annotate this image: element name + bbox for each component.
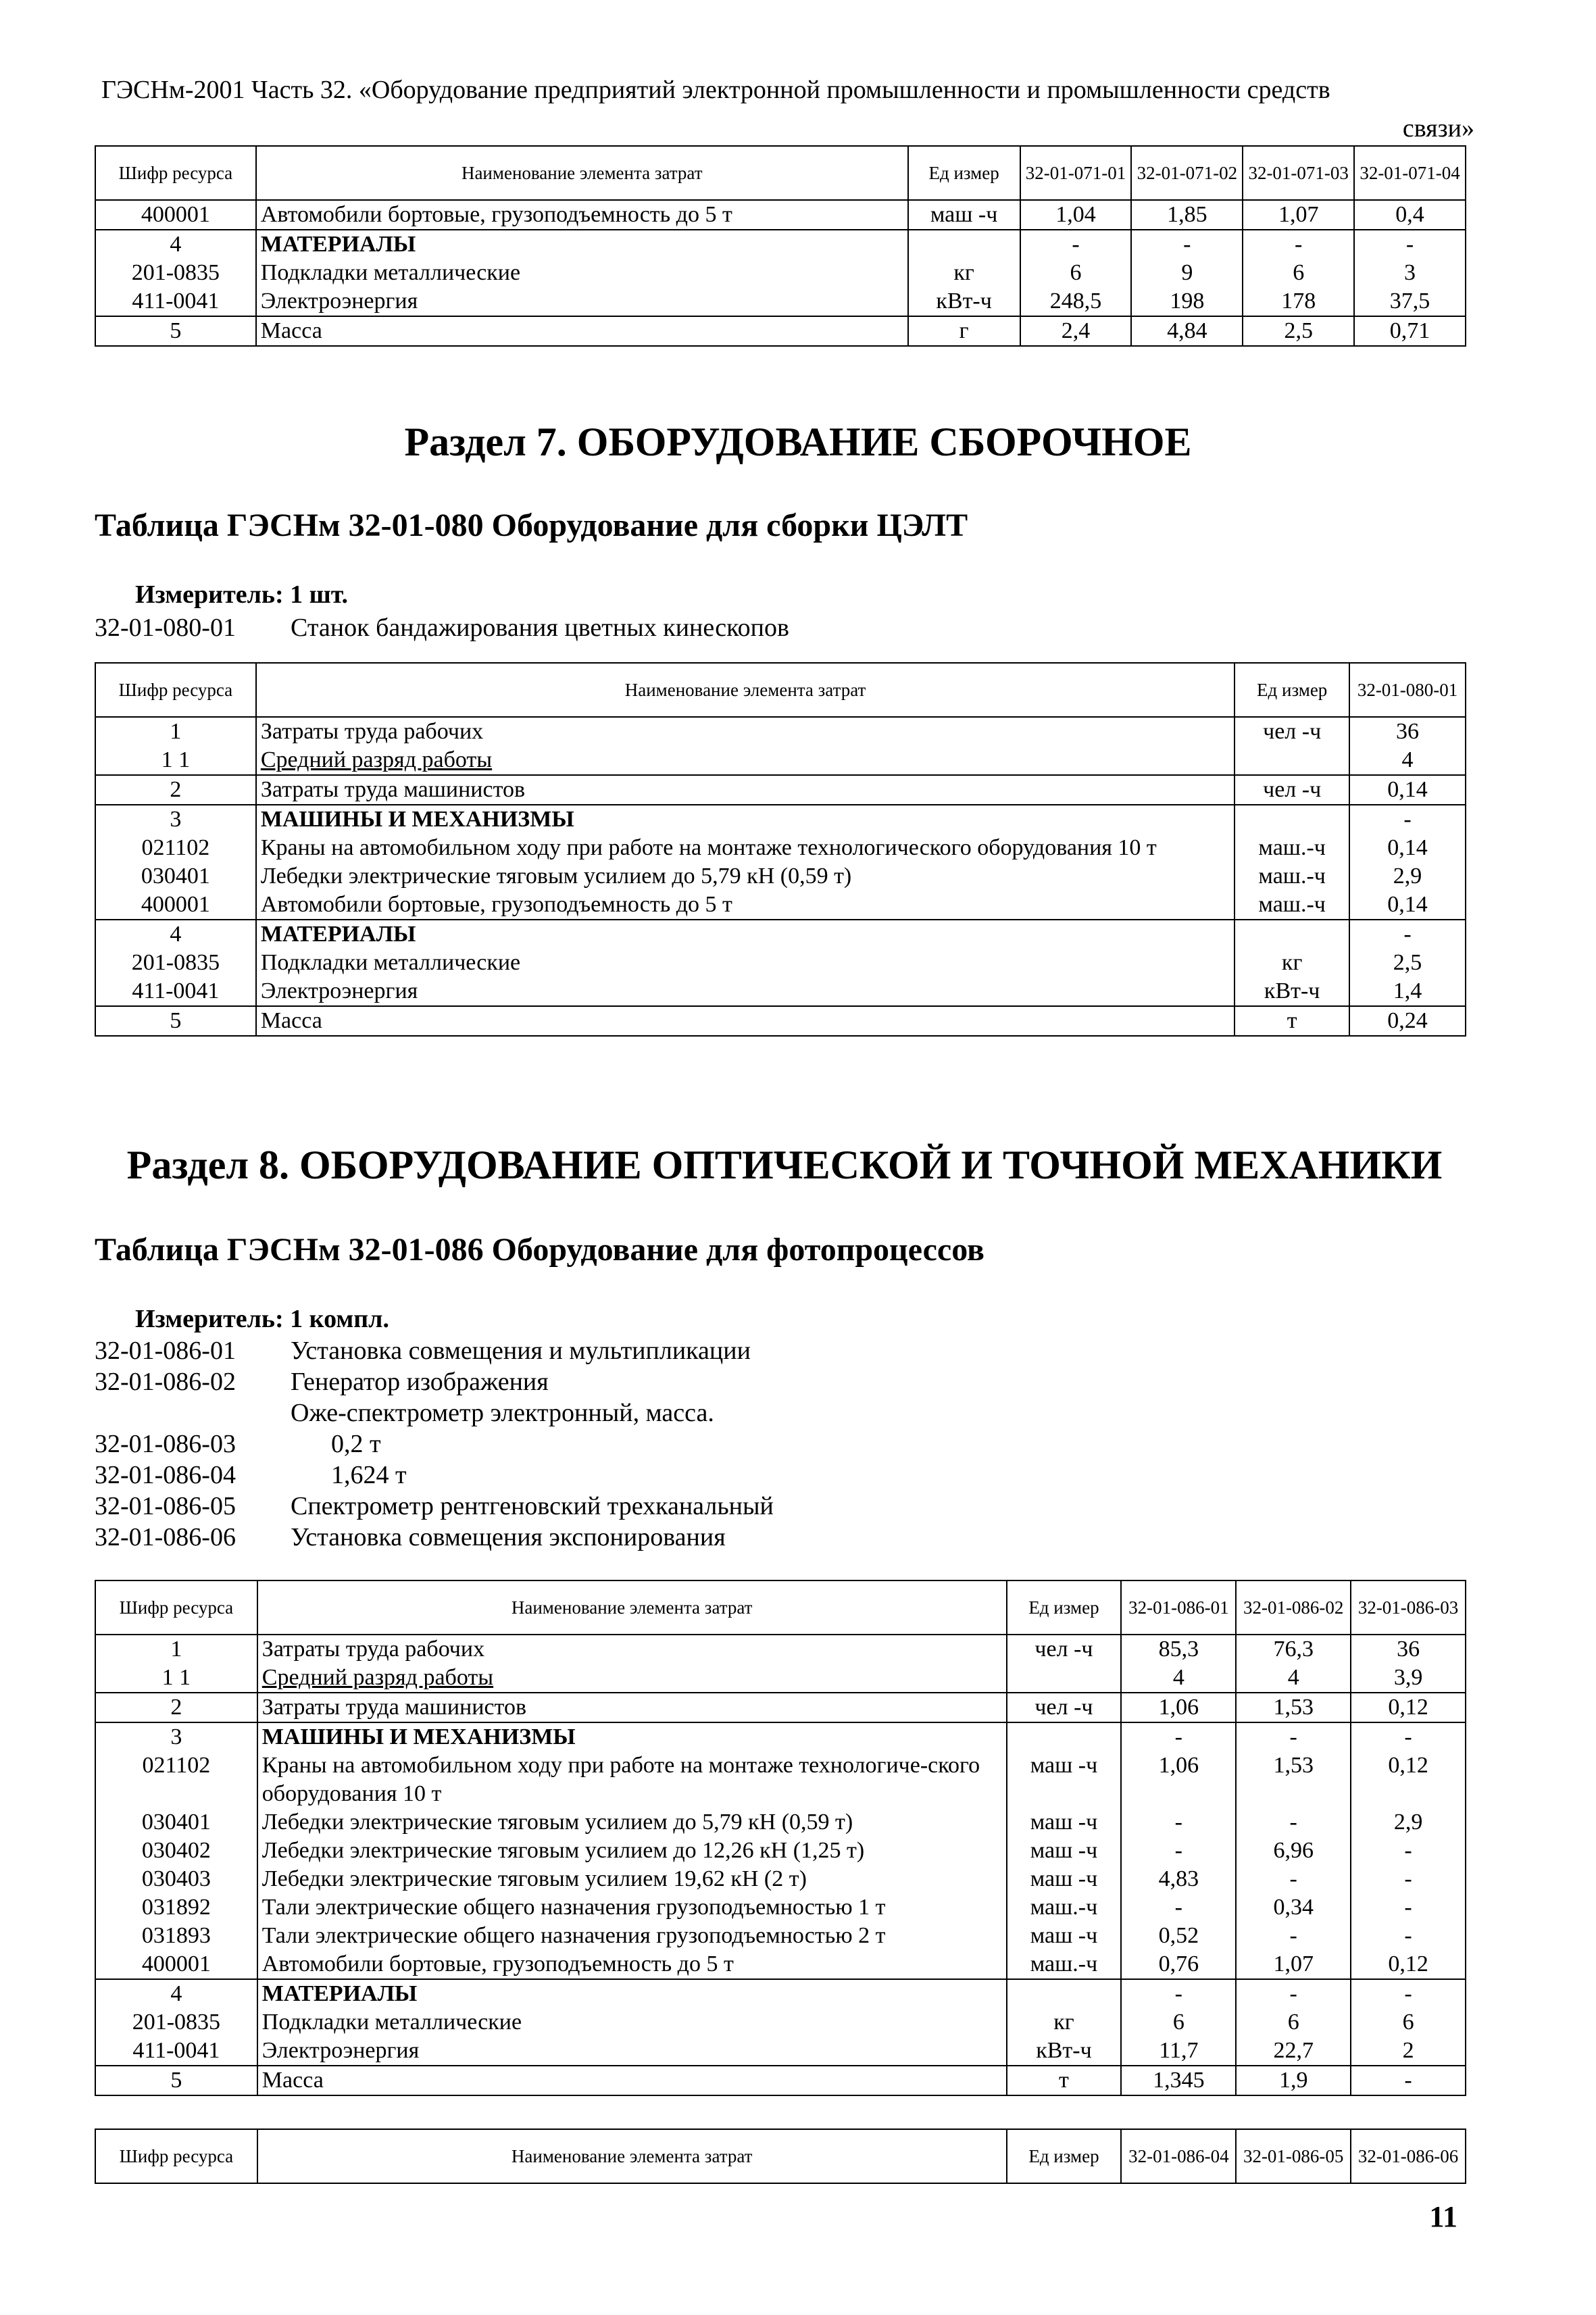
table-row	[95, 287, 1466, 316]
col-header: 32-01-080-01	[1349, 663, 1466, 717]
cell-value: -	[1351, 1893, 1466, 1922]
cell-unit: маш.-ч	[1007, 1950, 1122, 1979]
cell-name: Лебедки электрические тяговым усилием до 5,79 кН (0,59 т)	[256, 862, 1235, 891]
cell-name: МАТЕРИАЛЫ	[256, 920, 1235, 949]
cell-name: Масса	[257, 2066, 1007, 2095]
cell-name: Затраты труда машинистов	[256, 775, 1235, 805]
measure-label: Измеритель:	[135, 580, 284, 609]
cell-value: 6	[1121, 2008, 1236, 2037]
cell-name: Краны на автомобильном ходу при работе на монтаже технологического оборудования 10 т	[256, 834, 1235, 862]
table-row	[95, 891, 1466, 920]
cell-value: 4,84	[1131, 316, 1243, 346]
table-row	[95, 1664, 1466, 1693]
table-row	[95, 977, 1466, 1006]
table-row	[95, 862, 1466, 891]
item-text: Генератор изображения	[291, 1368, 549, 1396]
table-row	[95, 1635, 1466, 1664]
cell-unit: кг	[908, 259, 1020, 287]
col-code-header: Шифр ресурса	[95, 1580, 257, 1635]
cell-value: 4,83	[1121, 1865, 1236, 1893]
cell-value: 6	[1020, 259, 1132, 287]
item-text: Установка совмещения и мультипликации	[291, 1337, 751, 1365]
cell-unit: маш -ч	[1007, 1865, 1122, 1893]
cell-code: 4	[95, 920, 256, 949]
col-code-header: Шифр ресурса	[95, 663, 256, 717]
table-row	[95, 717, 1466, 746]
cell-name: Лебедки электрические тяговым усилием до 5,79 кН (0,59 т)	[257, 1808, 1007, 1837]
table-row	[95, 1751, 1466, 1808]
col-header: 32-01-071-02	[1131, 146, 1243, 200]
col-header: 32-01-086-02	[1236, 1580, 1351, 1635]
cell-value: 0,14	[1349, 834, 1466, 862]
measure-line	[135, 580, 348, 609]
col-code-header: Шифр ресурса	[95, 2129, 257, 2183]
table-086-continued	[95, 2129, 1466, 2184]
cell-value: 1,9	[1236, 2066, 1351, 2095]
cell-value: 0,52	[1121, 1922, 1236, 1950]
cell-code: 1 1	[95, 1664, 257, 1693]
cell-value: 0,71	[1354, 316, 1466, 346]
cell-name: Затраты труда рабочих	[257, 1635, 1007, 1664]
cell-code: 201-0835	[95, 949, 256, 977]
cell-code: 201-0835	[95, 2008, 257, 2037]
col-unit-header: Ед измер	[1007, 1580, 1122, 1635]
cell-code: 2	[95, 1693, 257, 1722]
cell-value: 6	[1243, 259, 1354, 287]
cell-value: 1,4	[1349, 977, 1466, 1006]
cell-code: 031893	[95, 1922, 257, 1950]
cell-value: 1,345	[1121, 2066, 1236, 2095]
cell-name: МАШИНЫ И МЕХАНИЗМЫ	[256, 805, 1235, 834]
item-line	[95, 1428, 381, 1460]
page-number: 11	[1429, 2200, 1457, 2233]
item-code: 32-01-086-06	[95, 1523, 236, 1551]
table-row	[95, 920, 1466, 949]
cell-unit: маш -ч	[1007, 1751, 1122, 1808]
col-header: 32-01-071-01	[1020, 146, 1132, 200]
table-row	[95, 1979, 1466, 2008]
cell-value: -	[1121, 1979, 1236, 2008]
cell-code: 021102	[95, 1751, 257, 1808]
table-row	[95, 1837, 1466, 1865]
item-line	[95, 1335, 751, 1366]
item-text: Оже-спектрометр электронный, масса.	[291, 1399, 714, 1427]
item-line	[95, 1397, 714, 1428]
col-header: 32-01-071-03	[1243, 146, 1354, 200]
cell-unit: т	[1235, 1006, 1349, 1036]
cell-value: 0,14	[1349, 891, 1466, 920]
cell-value: -	[1243, 230, 1354, 259]
item-code: 32-01-086-01	[95, 1337, 236, 1365]
table-86-title: Таблица ГЭСНм 32-01-086 Оборудование для фотопроцессов	[95, 1232, 984, 1268]
table-row	[95, 949, 1466, 977]
cell-value: 3	[1354, 259, 1466, 287]
running-header-end: связи»	[1402, 114, 1474, 143]
measure-label: Измеритель:	[135, 1305, 284, 1333]
item-text: 1,624 т	[331, 1461, 407, 1489]
cell-unit: маш -ч	[908, 200, 1020, 230]
cell-value: 198	[1131, 287, 1243, 316]
cell-name: Тали электрические общего назначения грузоподъемностью 2 т	[257, 1922, 1007, 1950]
cell-unit	[1007, 1979, 1122, 2008]
cell-unit	[1235, 805, 1349, 834]
cell-value: -	[1236, 1922, 1351, 1950]
cell-name: Затраты труда машинистов	[257, 1693, 1007, 1722]
cell-value: 2,9	[1349, 862, 1466, 891]
cell-unit: кг	[1007, 2008, 1122, 2037]
cell-value: 1,07	[1236, 1950, 1351, 1979]
cell-unit: маш.-ч	[1235, 862, 1349, 891]
col-name-header: Наименование элемента затрат	[257, 1580, 1007, 1635]
cell-value: -	[1351, 1722, 1466, 1751]
item-line	[95, 1460, 407, 1491]
cell-code: 1	[95, 717, 256, 746]
table-row	[95, 1722, 1466, 1751]
cell-value: 6	[1351, 2008, 1466, 2037]
cell-value: 1,07	[1243, 200, 1354, 230]
item-line	[95, 1522, 726, 1553]
cell-value: -	[1349, 920, 1466, 949]
cell-name: Автомобили бортовые, грузоподъемность до 5 т	[256, 891, 1235, 920]
cell-value: 1,85	[1131, 200, 1243, 230]
cell-value: 4	[1236, 1664, 1351, 1693]
cell-value: 85,3	[1121, 1635, 1236, 1664]
cell-value: 1,04	[1020, 200, 1132, 230]
col-code-header: Шифр ресурса	[95, 146, 256, 200]
cell-value: 11,7	[1121, 2037, 1236, 2066]
cell-unit: чел -ч	[1007, 1693, 1122, 1722]
cell-value: -	[1121, 1808, 1236, 1837]
cell-value: 248,5	[1020, 287, 1132, 316]
col-unit-header: Ед измер	[908, 146, 1020, 200]
cell-code: 5	[95, 2066, 257, 2095]
table-row	[95, 805, 1466, 834]
table-row	[95, 1893, 1466, 1922]
col-header: 32-01-086-04	[1121, 2129, 1236, 2183]
cell-value: 6,96	[1236, 1837, 1351, 1865]
cell-value: 1,53	[1236, 1751, 1351, 1808]
cell-value: 2,9	[1351, 1808, 1466, 1837]
item-code: 32-01-086-04	[95, 1461, 236, 1489]
cell-value: -	[1351, 2066, 1466, 2095]
cell-value: 36	[1349, 717, 1466, 746]
cell-value: 2,4	[1020, 316, 1132, 346]
cell-name: Лебедки электрические тяговым усилием 19,62 кН (2 т)	[257, 1865, 1007, 1893]
table-row	[95, 2037, 1466, 2066]
running-header: ГЭСНм-2001 Часть 32. «Оборудование предприятий электронной промышленности и промышленности средств	[101, 76, 1330, 104]
cell-code: 031892	[95, 1893, 257, 1922]
cell-value: 0,12	[1351, 1693, 1466, 1722]
cell-unit	[908, 230, 1020, 259]
cell-code: 411-0041	[95, 977, 256, 1006]
table-row	[95, 2008, 1466, 2037]
cell-code: 400001	[95, 1950, 257, 1979]
cell-value: 0,76	[1121, 1950, 1236, 1979]
table-row	[95, 200, 1466, 230]
item-line	[95, 612, 789, 643]
cell-code: 201-0835	[95, 259, 256, 287]
cell-unit: маш -ч	[1007, 1808, 1122, 1837]
table-086	[95, 1580, 1466, 2096]
cell-value: 76,3	[1236, 1635, 1351, 1664]
cell-unit: т	[1007, 2066, 1122, 2095]
cell-unit: кВт-ч	[1235, 977, 1349, 1006]
cell-value: 22,7	[1236, 2037, 1351, 2066]
cell-unit	[1007, 1722, 1122, 1751]
cell-value: -	[1121, 1893, 1236, 1922]
cell-name: Автомобили бортовые, грузоподъемность до 5 т	[256, 200, 908, 230]
cell-value: 2	[1351, 2037, 1466, 2066]
col-name-header: Наименование элемента затрат	[256, 663, 1235, 717]
cell-value: 3,9	[1351, 1664, 1466, 1693]
cell-value: 6	[1236, 2008, 1351, 2037]
cell-value: 9	[1131, 259, 1243, 287]
cell-value: -	[1020, 230, 1132, 259]
table-row	[95, 230, 1466, 259]
cell-code: 400001	[95, 891, 256, 920]
table-071	[95, 145, 1466, 347]
cell-value: 178	[1243, 287, 1354, 316]
col-name-header: Наименование элемента затрат	[257, 2129, 1007, 2183]
item-text: Спектрометр рентгеновский трехканальный	[291, 1492, 774, 1520]
cell-unit: маш.-ч	[1007, 1893, 1122, 1922]
cell-name: Масса	[256, 316, 908, 346]
table-row	[95, 1693, 1466, 1722]
table-80-title: Таблица ГЭСНм 32-01-080 Оборудование для сборки ЦЭЛТ	[95, 507, 968, 543]
cell-unit: кг	[1235, 949, 1349, 977]
table-row	[95, 834, 1466, 862]
cell-value: -	[1351, 1979, 1466, 2008]
cell-code: 411-0041	[95, 2037, 257, 2066]
table-row	[95, 1865, 1466, 1893]
cell-value: -	[1236, 1979, 1351, 2008]
cell-value: 36	[1351, 1635, 1466, 1664]
table-row	[95, 1006, 1466, 1036]
cell-code: 5	[95, 1006, 256, 1036]
cell-value: 1,06	[1121, 1693, 1236, 1722]
item-line	[95, 1491, 774, 1522]
cell-code: 030401	[95, 1808, 257, 1837]
table-row	[95, 1808, 1466, 1837]
cell-code: 4	[95, 1979, 257, 2008]
cell-name: Электроэнергия	[256, 287, 908, 316]
col-header: 32-01-071-04	[1354, 146, 1466, 200]
col-header: 32-01-086-06	[1351, 2129, 1466, 2183]
cell-value: 4	[1121, 1664, 1236, 1693]
cell-name: Электроэнергия	[257, 2037, 1007, 2066]
item-text: 0,2 т	[331, 1430, 381, 1458]
cell-value: -	[1351, 1865, 1466, 1893]
cell-unit	[1007, 1664, 1122, 1693]
cell-value: 2,5	[1243, 316, 1354, 346]
cell-name: Электроэнергия	[256, 977, 1235, 1006]
cell-value: 1,06	[1121, 1751, 1236, 1808]
cell-name: Тали электрические общего назначения грузоподъемностью 1 т	[257, 1893, 1007, 1922]
cell-name: Лебедки электрические тяговым усилием до 12,26 кН (1,25 т)	[257, 1837, 1007, 1865]
measure-value: 1 шт.	[290, 580, 349, 609]
cell-unit: маш.-ч	[1235, 834, 1349, 862]
cell-unit: чел -ч	[1007, 1635, 1122, 1664]
col-header: 32-01-086-05	[1236, 2129, 1351, 2183]
cell-code: 030401	[95, 862, 256, 891]
item-code: 32-01-080-01	[95, 614, 236, 642]
cell-value: 0,14	[1349, 775, 1466, 805]
cell-code: 5	[95, 316, 256, 346]
cell-name: Средний разряд работы	[257, 1664, 1007, 1693]
cell-value: -	[1351, 1837, 1466, 1865]
cell-value: 4	[1349, 746, 1466, 775]
table-row	[95, 2066, 1466, 2095]
cell-name: Подкладки металлические	[256, 259, 908, 287]
col-header: 32-01-086-01	[1121, 1580, 1236, 1635]
item-text: Установка совмещения экспонирования	[291, 1523, 726, 1551]
cell-code: 030403	[95, 1865, 257, 1893]
table-080	[95, 662, 1466, 1037]
cell-unit: кВт-ч	[908, 287, 1020, 316]
col-unit-header: Ед измер	[1007, 2129, 1122, 2183]
cell-unit: маш -ч	[1007, 1837, 1122, 1865]
item-code: 32-01-086-02	[95, 1368, 236, 1396]
cell-code: 1 1	[95, 746, 256, 775]
table-row	[95, 746, 1466, 775]
cell-code: 4	[95, 230, 256, 259]
table-row	[95, 1950, 1466, 1979]
cell-value: -	[1351, 1922, 1466, 1950]
cell-value: 0,12	[1351, 1751, 1466, 1808]
item-code: 32-01-086-03	[95, 1430, 236, 1458]
cell-value: 2,5	[1349, 949, 1466, 977]
cell-name: Затраты труда рабочих	[256, 717, 1235, 746]
cell-value: 0,4	[1354, 200, 1466, 230]
table-row	[95, 316, 1466, 346]
cell-value: -	[1121, 1722, 1236, 1751]
col-name-header: Наименование элемента затрат	[256, 146, 908, 200]
cell-name: Краны на автомобильном ходу при работе на монтаже технологиче-ского оборудования 10 т	[257, 1751, 1007, 1808]
cell-unit: маш.-ч	[1235, 891, 1349, 920]
cell-code: 3	[95, 1722, 257, 1751]
item-code: 32-01-086-05	[95, 1492, 236, 1520]
cell-name: Автомобили бортовые, грузоподъемность до 5 т	[257, 1950, 1007, 1979]
cell-code: 021102	[95, 834, 256, 862]
cell-value: -	[1236, 1722, 1351, 1751]
table-row	[95, 775, 1466, 805]
col-header: 32-01-086-03	[1351, 1580, 1466, 1635]
cell-name: МАТЕРИАЛЫ	[256, 230, 908, 259]
cell-name: Подкладки металлические	[257, 2008, 1007, 2037]
cell-value: -	[1131, 230, 1243, 259]
cell-code: 3	[95, 805, 256, 834]
cell-value: -	[1354, 230, 1466, 259]
cell-code: 1	[95, 1635, 257, 1664]
measure-line	[135, 1304, 389, 1334]
cell-unit: г	[908, 316, 1020, 346]
col-unit-header: Ед измер	[1235, 663, 1349, 717]
cell-value: -	[1236, 1808, 1351, 1837]
cell-name: Масса	[256, 1006, 1235, 1036]
cell-value: -	[1236, 1865, 1351, 1893]
item-text: Станок бандажирования цветных кинескопов	[291, 614, 789, 642]
cell-value: 0,24	[1349, 1006, 1466, 1036]
cell-unit: маш -ч	[1007, 1922, 1122, 1950]
cell-code: 2	[95, 775, 256, 805]
cell-value: 0,34	[1236, 1893, 1351, 1922]
cell-unit: чел -ч	[1235, 775, 1349, 805]
cell-code: 400001	[95, 200, 256, 230]
cell-value: 1,53	[1236, 1693, 1351, 1722]
cell-unit: чел -ч	[1235, 717, 1349, 746]
cell-value: 37,5	[1354, 287, 1466, 316]
cell-value: -	[1349, 805, 1466, 834]
cell-value: 0,12	[1351, 1950, 1466, 1979]
cell-code: 030402	[95, 1837, 257, 1865]
cell-name: МАШИНЫ И МЕХАНИЗМЫ	[257, 1722, 1007, 1751]
cell-value: -	[1121, 1837, 1236, 1865]
table-row	[95, 259, 1466, 287]
measure-value: 1 компл.	[290, 1305, 389, 1333]
table-row	[95, 1922, 1466, 1950]
cell-code: 411-0041	[95, 287, 256, 316]
section-8-title: Раздел 8. ОБОРУДОВАНИЕ ОПТИЧЕСКОЙ И ТОЧНОЙ МЕХАНИКИ	[126, 1143, 1443, 1187]
cell-unit: кВт-ч	[1007, 2037, 1122, 2066]
cell-name: МАТЕРИАЛЫ	[257, 1979, 1007, 2008]
cell-unit	[1235, 746, 1349, 775]
cell-name: Средний разряд работы	[256, 746, 1235, 775]
section-7-title: Раздел 7. ОБОРУДОВАНИЕ СБОРОЧНОЕ	[404, 420, 1192, 464]
cell-name: Подкладки металлические	[256, 949, 1235, 977]
cell-unit	[1235, 920, 1349, 949]
item-line	[95, 1366, 549, 1397]
